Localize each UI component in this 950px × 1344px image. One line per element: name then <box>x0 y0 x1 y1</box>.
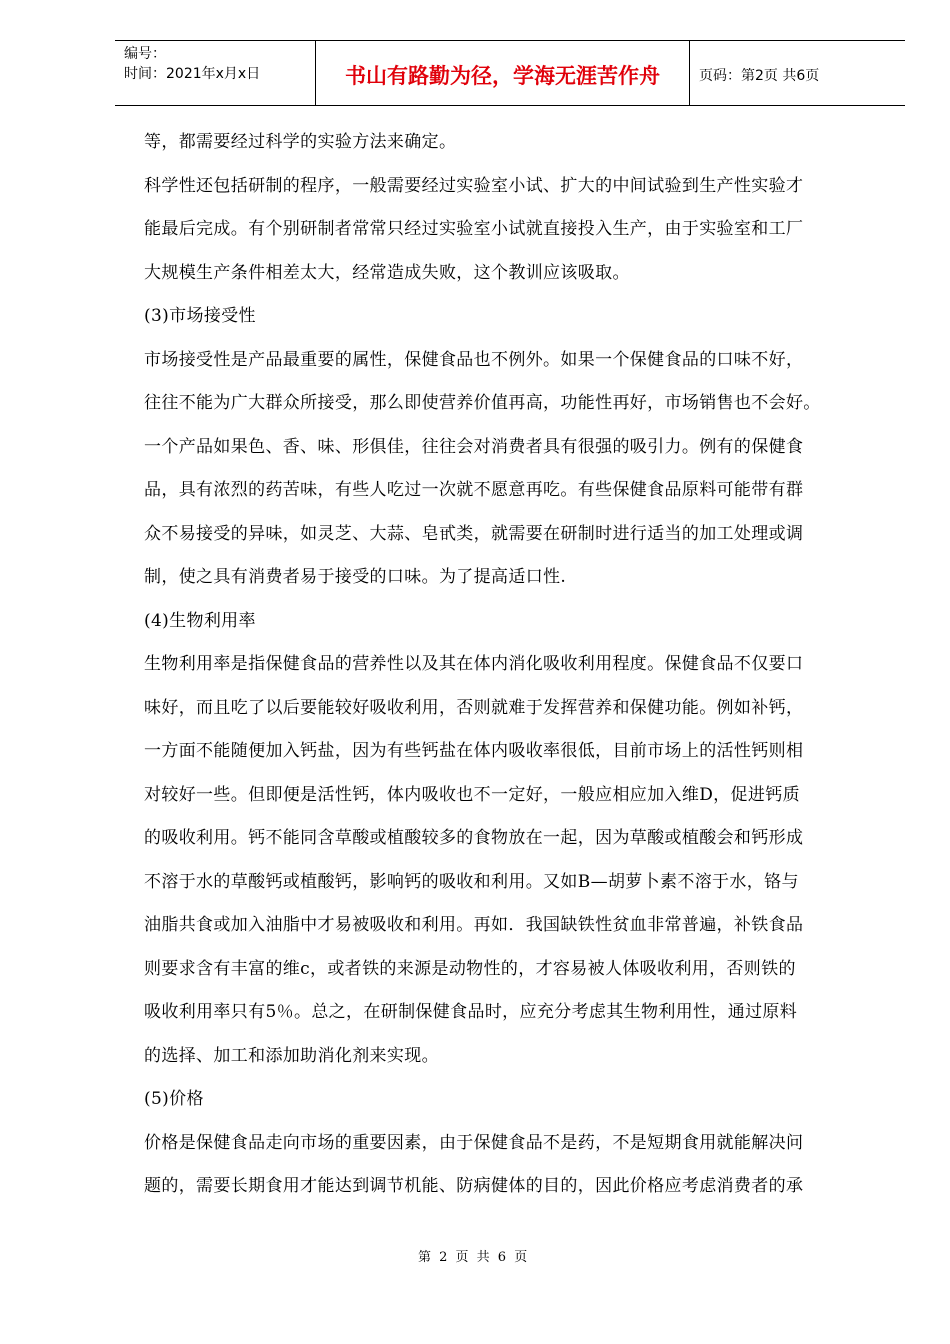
body-line: 一方面不能随便加入钙盐，因为有些钙盐在体内吸收率很低，目前市场上的活性钙则相 <box>144 741 804 761</box>
header-motto: 书山有路勤为径，学海无涯苦作舟 <box>316 41 690 105</box>
body-line: 题的，需要长期食用才能达到调节机能、防病健体的目的，因此价格应考虑消费者的承 <box>144 1176 804 1196</box>
body-line: 大规模生产条件相差太大，经常造成失败，这个教训应该吸取。 <box>144 262 630 283</box>
body-line: 不溶于水的草酸钙或植酸钙，影响钙的吸收和利用。又如B—胡萝卜素不溶于水，铬与 <box>144 871 799 892</box>
body-line: 一个产品如果色、香、味、形俱佳，往往会对消费者具有很强的吸引力。例有的保健食 <box>144 436 804 457</box>
number-label: 编号： <box>124 46 166 62</box>
document-body <box>144 132 884 1220</box>
body-line: 科学性还包括研制的程序，一般需要经过实验室小试、扩大的中间试验到生产性实验才 <box>144 175 804 196</box>
body-line: 价格是保健食品走向市场的重要因素，由于保健食品不是药，不是短期食用就能解决问 <box>144 1132 804 1153</box>
page-footer: 第 2 页 共 6 页 <box>418 1250 530 1265</box>
body-line: 品，具有浓烈的药苦味，有些人吃过一次就不愿意再吃。有些保健食品原料可能带有群 <box>144 480 804 500</box>
body-line: 等，都需要经过科学的实验方法来确定。 <box>144 132 457 152</box>
body-line: 对较好一些。但即便是活性钙，体内吸收也不一定好，一般应相应加入维D，促进钙质 <box>144 784 800 805</box>
time-label: 时间：2021年x月x日 <box>124 66 261 82</box>
header-meta <box>115 41 316 105</box>
body-line: 众不易接受的异味，如灵芝、大蒜、皂甙类，就需要在研制时进行适当的加工处理或调 <box>144 523 804 544</box>
body-line: 往往不能为广大群众所接受，那么即使营养价值再高，功能性再好，市场销售也不会好。 <box>144 393 821 413</box>
body-line: 的吸收利用。钙不能同含草酸或植酸较多的食物放在一起，因为草酸或植酸会和钙形成 <box>144 828 804 848</box>
header-page-label: 页码：第2页 共6页 <box>699 68 820 84</box>
body-line: 能最后完成。有个别研制者常常只经过实验室小试就直接投入生产，由于实验室和工厂 <box>144 219 804 239</box>
page-header <box>115 40 905 106</box>
body-line: 生物利用率是指保健食品的营养性以及其在体内消化吸收利用程度。保健食品不仅要口 <box>144 654 804 674</box>
section-heading: (4)生物利用率 <box>144 610 256 631</box>
body-line: 市场接受性是产品最重要的属性，保健食品也不例外。如果一个保健食品的口味不好， <box>144 349 804 370</box>
body-line: 则要求含有丰富的维c，或者铁的来源是动物性的，才容易被人体吸收利用，否则铁的 <box>144 958 796 979</box>
section-heading: (5)价格 <box>144 1089 204 1109</box>
body-line: 吸收利用率只有5％。总之，在研制保健食品时，应充分考虑其生物利用性，通过原料 <box>144 1002 798 1022</box>
body-line: 油脂共食或加入油脂中才易被吸收和利用。再如．我国缺铁性贫血非常普遍，补铁食品 <box>144 915 804 935</box>
body-line: 制，使之具有消费者易于接受的口味。为了提高适口性. <box>144 567 567 587</box>
body-line: 的选择、加工和添加助消化剂来实现。 <box>144 1045 439 1066</box>
section-heading: (3)市场接受性 <box>144 306 256 326</box>
body-line: 味好，而且吃了以后要能较好吸收利用，否则就难于发挥营养和保健功能。例如补钙， <box>144 697 804 718</box>
